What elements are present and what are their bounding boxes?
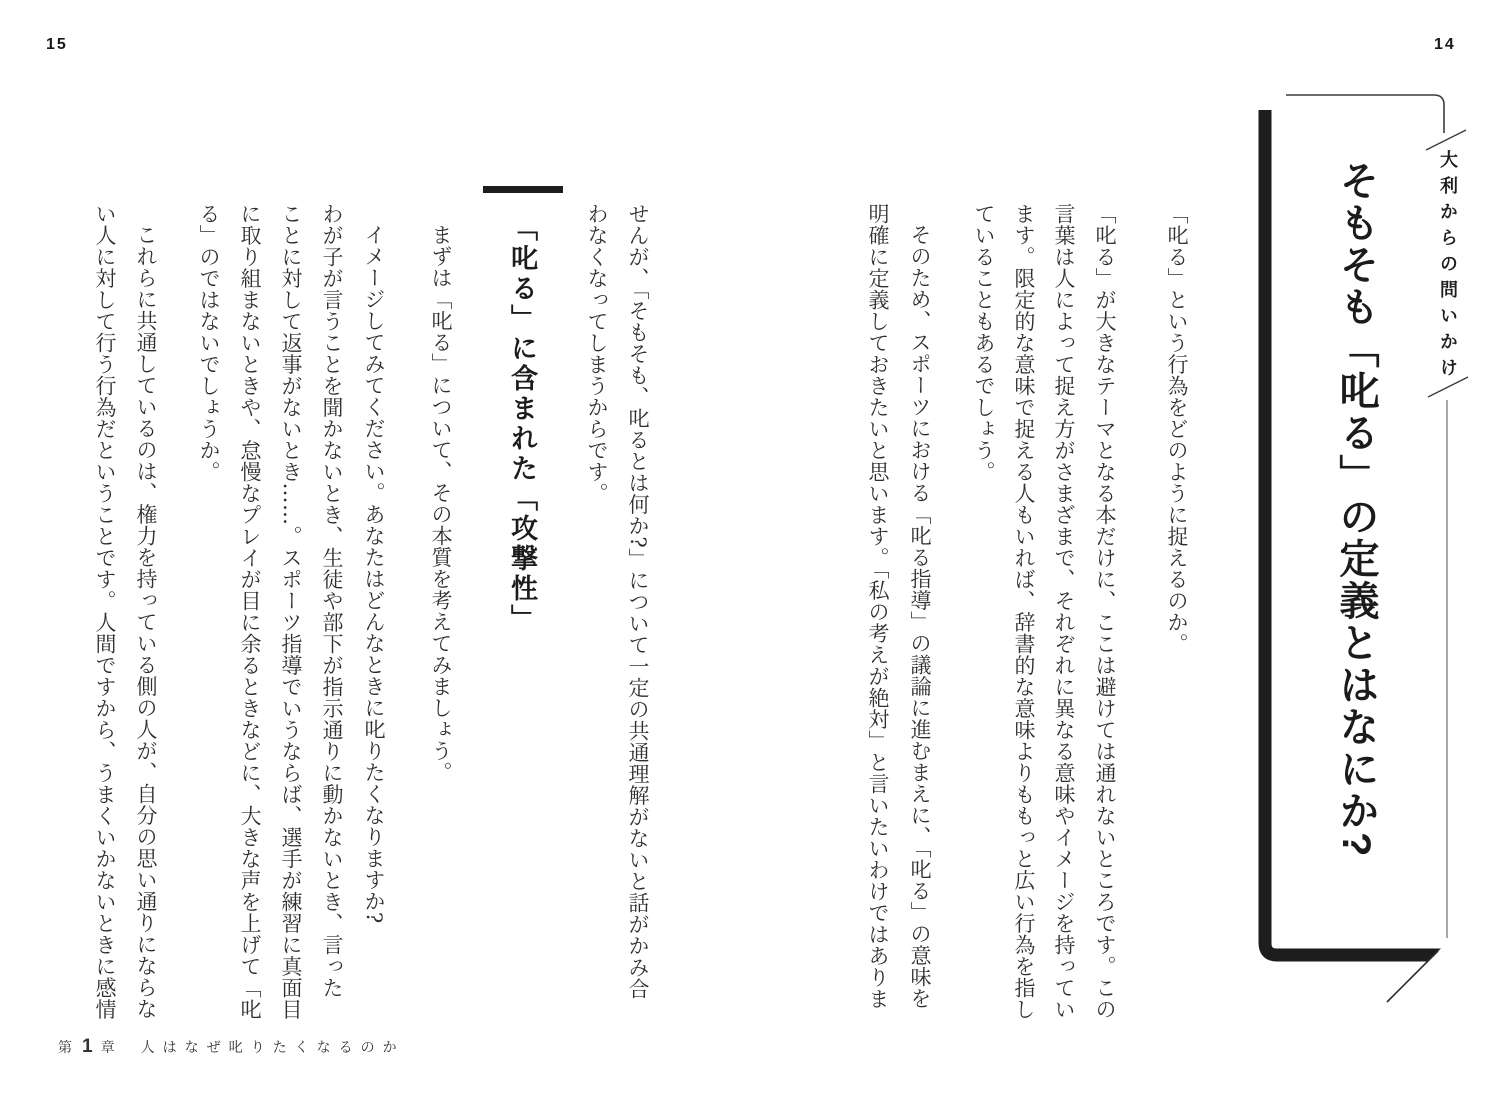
page-number-left: 15 xyxy=(46,36,68,53)
page-number-right: 14 xyxy=(1434,36,1456,53)
body-line: わが子が言うことを聞かないとき、生徒や部下が指示通りに動かないとき、言った xyxy=(320,203,344,999)
body-line: 「叱る」という行為をどのように捉えるのか。 xyxy=(1165,203,1189,655)
body-line: まずは「叱る」について、その本質を考えてみましょう。 xyxy=(429,224,453,783)
chapter-section-title: そもそも「叱る」の定義とはなにか? xyxy=(1334,160,1378,859)
chapter-prefix: 第 xyxy=(58,1039,80,1055)
body-line: ていることもあるでしょう。 xyxy=(972,203,996,483)
body-line: る」のではないでしょうか。 xyxy=(197,203,221,483)
body-line: ます。限定的な意味で捉える人もいれば、辞書的な意味よりももっと広い行為を指し xyxy=(1012,203,1036,1020)
body-line: ことに対して返事がないとき……。スポーツ指導でいうならば、選手が練習に真面目 xyxy=(279,203,303,1020)
section-heading: 「叱る」に含まれた「攻撃性」 xyxy=(507,214,537,634)
body-line: イメージしてみてください。あなたはどんなときに叱りたくなりますか? xyxy=(362,224,386,924)
body-line: 明確に定義しておきたいと思います。「私の考えが絶対」と言いたいわけではありま xyxy=(866,203,890,1010)
body-line: わなくなってしまうからです。 xyxy=(585,203,609,504)
body-line: そのため、スポーツにおける「叱る指導」の議論に進むまえに、「叱る」の意味を xyxy=(908,224,932,1009)
body-line: これらに共通しているのは、権力を持っている側の人が、自分の思い通りにならな xyxy=(134,224,158,1020)
body-line: い人に対して行う行為だということです。人間ですから、うまくいかないときに感情 xyxy=(93,203,117,1020)
chapter-title: 人はなぜ叱りたくなるのか xyxy=(140,1039,405,1055)
kicker-label: 大利からの問いかけ xyxy=(1438,150,1458,384)
section-heading-rule xyxy=(483,186,563,193)
chapter-suffix: 章 xyxy=(100,1039,123,1055)
running-footer xyxy=(58,1036,405,1058)
chapter-number: 1 xyxy=(82,1036,93,1057)
body-line: に取り組まないときや、怠慢なプレイが目に余るときなどに、大きな声を上げて「叱 xyxy=(238,203,262,1020)
body-line: 「叱る」が大きなテーマとなる本だけに、ここは避けては通れないところです。この xyxy=(1093,203,1117,1020)
body-line: せんが、「そもそも、叱るとは何か?」について一定の共通理解がないと話がかみ合 xyxy=(626,203,650,1000)
body-line: 言葉は人によって捉え方がさまざまで、それぞれに異なる意味やイメージを持ってい xyxy=(1052,203,1076,1020)
